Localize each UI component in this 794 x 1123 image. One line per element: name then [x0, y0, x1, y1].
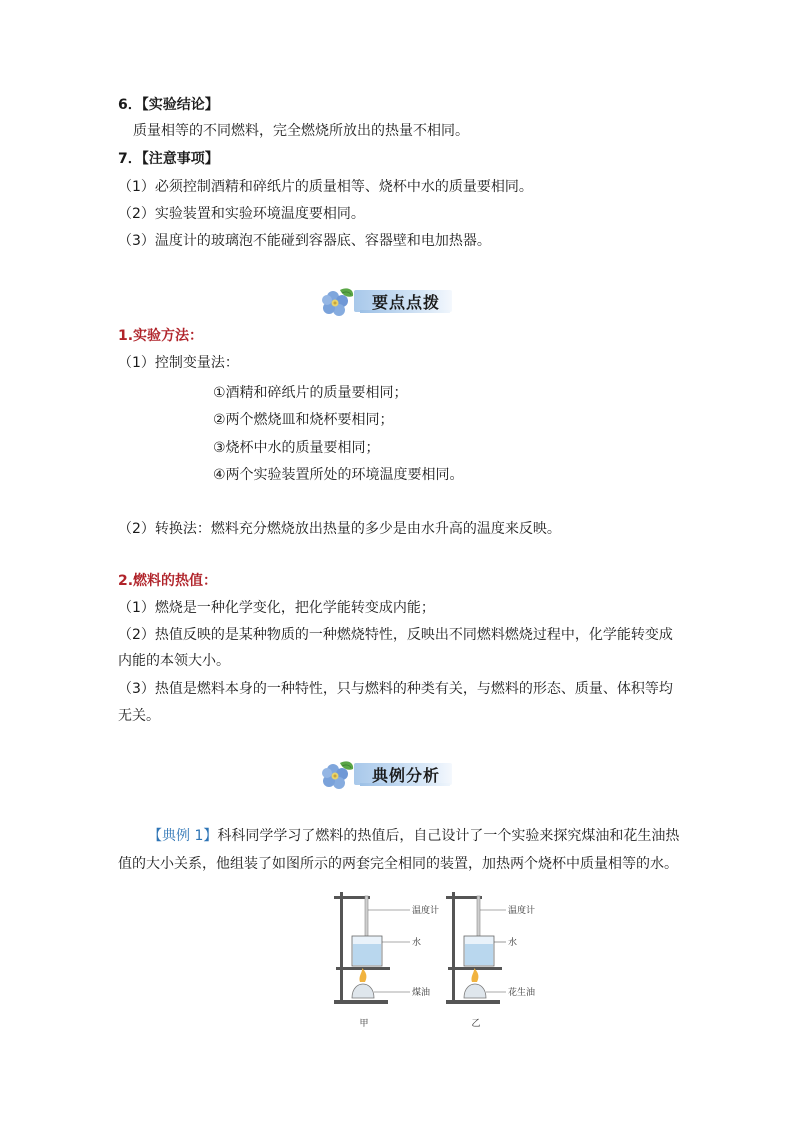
point-1-heading: 1.实验方法： [118, 328, 204, 344]
example-line-1 [148, 823, 679, 849]
point-1-conversion: （2）转换法：燃料充分燃烧放出热量的多少是由水升高的温度来反映。 [118, 521, 561, 537]
section-7-item: （3）温度计的玻璃泡不能碰到容器底、容器壁和电加热器。 [118, 233, 491, 249]
clamp-arm [446, 896, 482, 899]
flower-icon [320, 284, 356, 320]
stand-base [446, 1000, 500, 1004]
point-2-item-cont: 无关。 [118, 708, 160, 724]
example-line-2: 值的大小关系，他组装了如图所示的两套完全相同的装置，加热两个烧杯中质量相等的水。 [118, 856, 678, 872]
section-6-body: 质量相等的不同燃料，完全燃烧所放出的热量不相同。 [133, 123, 469, 139]
label-water: 水 [412, 938, 422, 948]
burner [464, 984, 486, 998]
point-2-item: （1）燃烧是一种化学变化，把化学能转变成内能； [118, 600, 435, 616]
point-2-item-cont: 内能的本领大小。 [118, 653, 230, 669]
flame [360, 968, 367, 982]
label-water: 水 [508, 938, 518, 948]
caption-right: 乙 [471, 1019, 481, 1029]
water [465, 944, 493, 965]
apparatus-right [446, 892, 535, 1029]
label-fuel: 煤油 [412, 988, 431, 998]
stand-base [334, 1000, 388, 1004]
control-variable-item: ④两个实验装置所处的环境温度要相同。 [213, 467, 464, 483]
stand-rod [452, 892, 455, 1002]
control-variable-item: ①酒精和碎纸片的质量要相同； [213, 385, 408, 401]
apparatus-figure [330, 882, 550, 1032]
water [353, 944, 381, 965]
section-banner-examples [320, 757, 480, 793]
example-text: 科科同学学习了燃料的热值后，自己设计了一个实验来探究煤油和花生油热 [217, 828, 680, 844]
caption-left: 甲 [359, 1019, 369, 1029]
point-2-item: （2）热值反映的是某种物质的一种燃烧特性，反映出不同燃料燃烧过程中，化学能转变成 [118, 627, 673, 643]
clamp-arm [334, 896, 370, 899]
point-2-item: （3）热值是燃料本身的一种特性，只与燃料的种类有关，与燃料的形态、质量、体积等均 [118, 681, 673, 697]
control-variable-item: ③烧杯中水的质量要相同； [213, 440, 380, 456]
banner-title: 要点点拨 [372, 293, 441, 312]
section-7-item: （2）实验装置和实验环境温度要相同。 [118, 206, 365, 222]
label-fuel: 花生油 [508, 988, 536, 998]
apparatus-left [334, 892, 439, 1029]
banner-title: 典例分析 [372, 766, 441, 785]
example-tag: 【典例 1】 [148, 828, 218, 844]
control-variable-item: ②两个燃烧皿和烧杯要相同； [213, 412, 394, 428]
section-6-heading: 6．【实验结论】 [118, 97, 219, 113]
section-7-heading: 7．【注意事项】 [118, 151, 219, 167]
point-2-heading: 2.燃料的热值： [118, 573, 218, 589]
section-7-item: （1）必须控制酒精和碎纸片的质量相等、烧杯中水的质量要相同。 [118, 179, 533, 195]
flower-icon [320, 757, 356, 793]
section-banner-key-points [320, 284, 480, 320]
label-thermometer: 温度计 [508, 906, 536, 916]
label-thermometer: 温度计 [412, 906, 440, 916]
flame [472, 968, 479, 982]
point-1-subheading: （1）控制变量法： [118, 355, 239, 371]
stand-rod [340, 892, 343, 1002]
burner [352, 984, 374, 998]
